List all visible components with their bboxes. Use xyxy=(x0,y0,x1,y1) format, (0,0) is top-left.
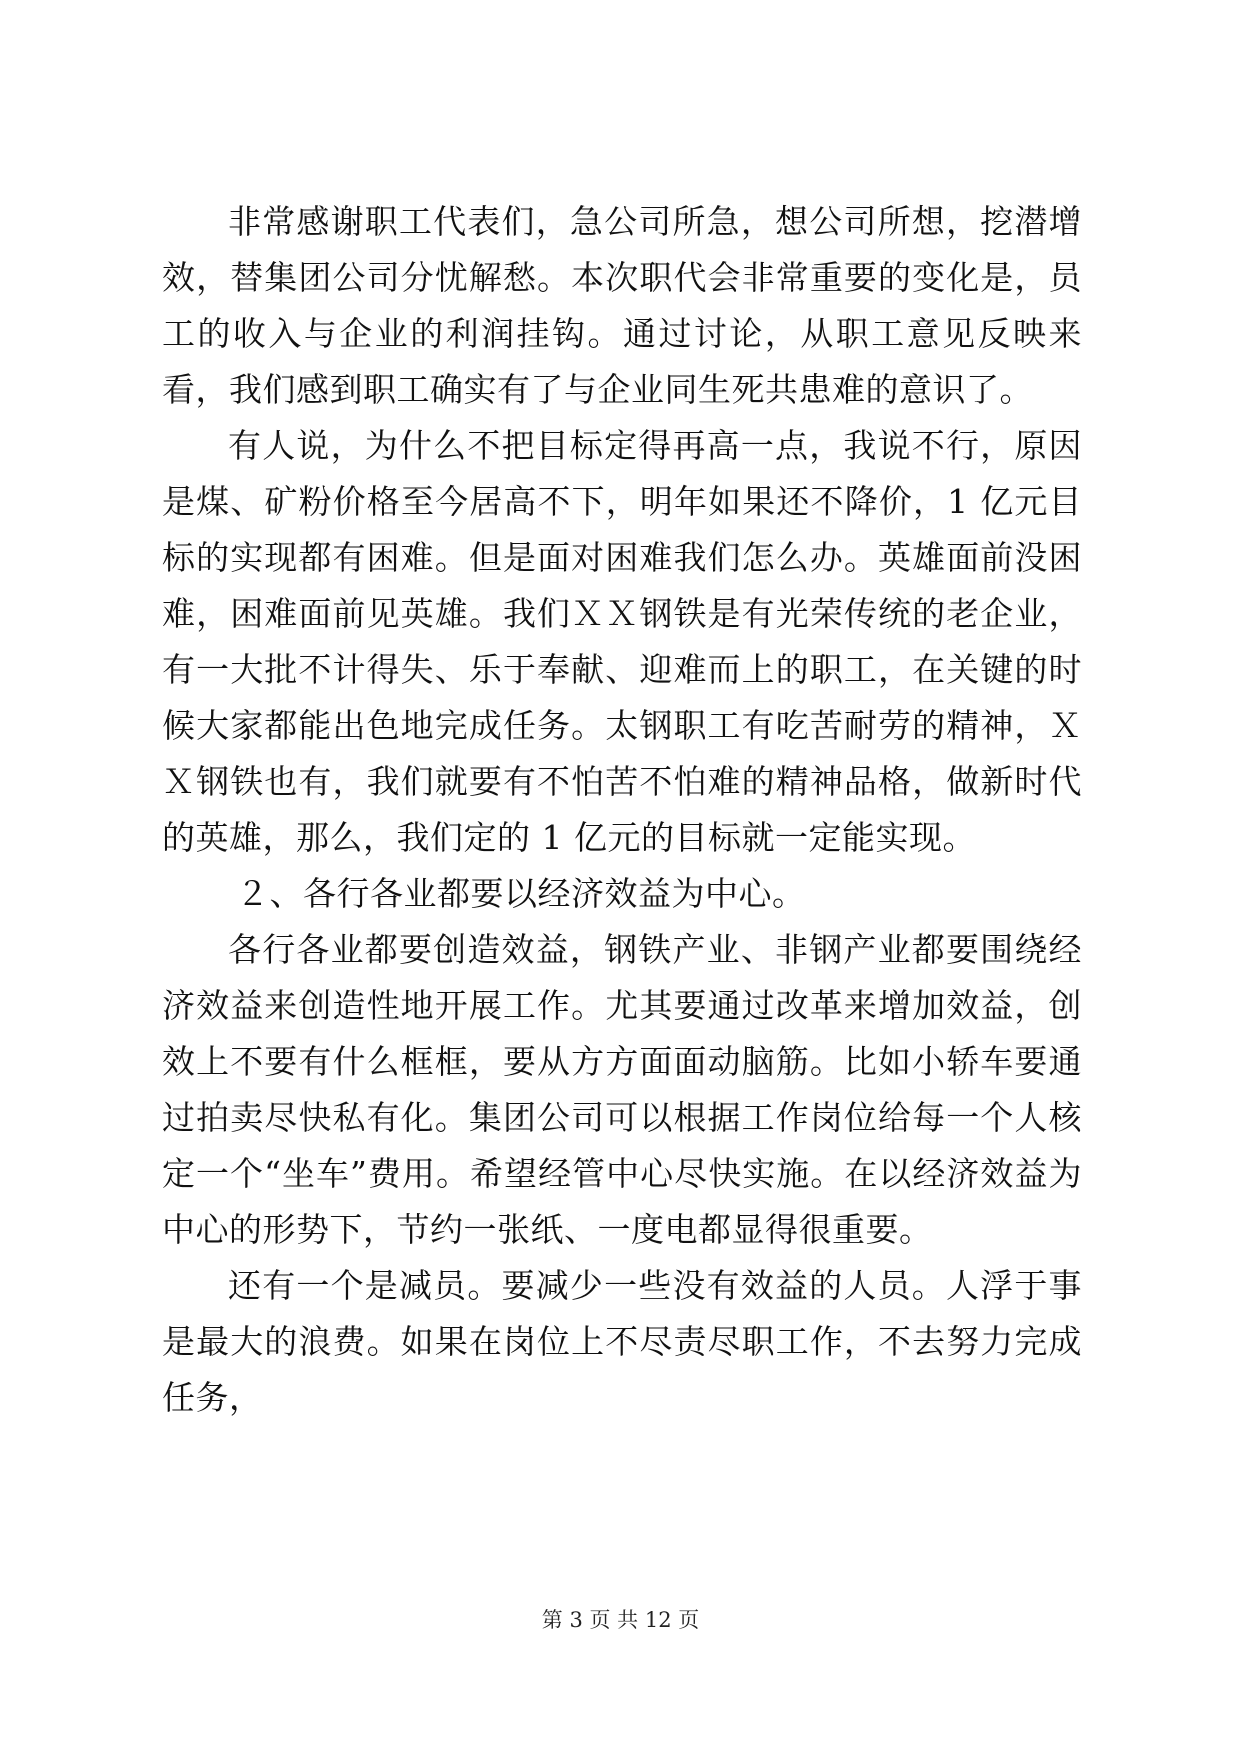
section-heading-2: ２、各行各业都要以经济效益为中心。 xyxy=(236,874,806,913)
paragraph-target: 有人说，为什么不把目标定得再高一点，我说不行，原因是煤、矿粉价格至今居高不下，明年如果还不降价，1 亿元目标的实现都有困难。但是面对困难我们怎么办。英雄面前没困难，困难面前见英雄。我们ＸＸ钢铁是有光荣传统的老企业，有一大批不计得失、乐于奉献、迎难而上的职工，在关键的时候大家都能出色地完成任务。太钢职工有吃苦耐劳的精神，ＸＸ钢铁也有，我们就要有不怕苦不怕难的精神品格，做新时代的英雄，那么，我们定的 1 亿元的目标就一定能实现。 xyxy=(162,426,1082,857)
paragraph-staff-reduction: 还有一个是减员。要减少一些没有效益的人员。人浮于事是最大的浪费。如果在岗位上不尽责尽职工作，不去努力完成任务， xyxy=(162,1266,1082,1417)
paragraph-gratitude: 非常感谢职工代表们，急公司所急，想公司所想，挖潜增效，替集团公司分忧解愁。本次职代会非常重要的变化是，员工的收入与企业的利润挂钩。通过讨论，从职工意见反映来看，我们感到职工确实有了与企业同生死共患难的意识了。 xyxy=(162,202,1082,409)
document-body xyxy=(162,194,1082,1426)
page-number-footer: 第 3 页 共 12 页 xyxy=(541,1608,700,1632)
paragraph-efficiency: 各行各业都要创造效益，钢铁产业、非钢产业都要围绕经济效益来创造性地开展工作。尤其要通过改革来增加效益，创效上不要有什么框框，要从方方面面动脑筋。比如小轿车要通过拍卖尽快私有化。集团公司可以根据工作岗位给每一个人核定一个“坐车”费用。希望经管中心尽快实施。在以经济效益为中心的形势下，节约一张纸、一度电都显得很重要。 xyxy=(162,930,1082,1249)
